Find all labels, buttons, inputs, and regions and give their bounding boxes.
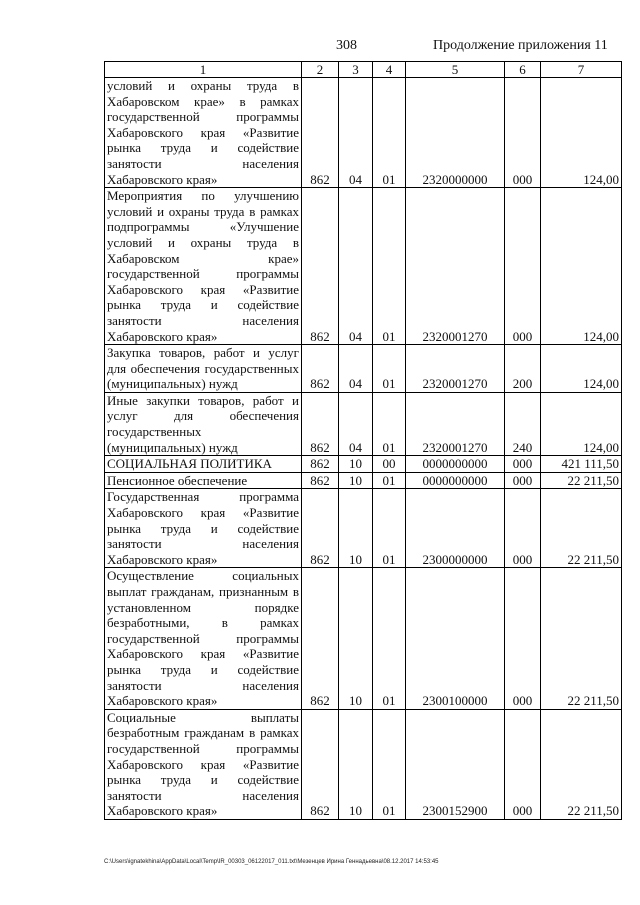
amount-cell: 22 211,50 [541,709,622,819]
section-code-cell: 04 [339,78,373,188]
row-name-cell: Закупка товаров, работ и услуг для обеспечения государственных (муниципальных) нужд [105,345,302,393]
subsection-code-cell: 01 [373,568,406,709]
table-row [105,456,622,473]
expense-type-cell: 200 [505,345,541,393]
subsection-code-cell: 01 [373,392,406,455]
target-article-cell: 2300000000 [406,489,505,568]
expense-type-cell: 000 [505,472,541,489]
expense-type-cell: 000 [505,456,541,473]
table-row [105,489,622,568]
table-row [105,188,622,345]
target-article-cell: 2320001270 [406,188,505,345]
subsection-code-cell: 01 [373,188,406,345]
column-header: 4 [373,62,406,78]
expense-type-cell: 000 [505,709,541,819]
subsection-code-cell: 00 [373,456,406,473]
target-article-cell: 0000000000 [406,472,505,489]
page-number: 308 [336,38,357,53]
grbs-code-cell: 862 [302,78,339,188]
section-code-cell: 04 [339,392,373,455]
amount-cell: 124,00 [541,345,622,393]
subsection-code-cell: 01 [373,709,406,819]
row-name-cell: Пенсионное обеспечение [105,472,302,489]
section-code-cell: 10 [339,568,373,709]
table-row [105,472,622,489]
section-code-cell: 10 [339,472,373,489]
subsection-code-cell: 01 [373,78,406,188]
target-article-cell: 0000000000 [406,456,505,473]
expense-type-cell: 000 [505,78,541,188]
table-row [105,345,622,393]
target-article-cell: 2320000000 [406,78,505,188]
grbs-code-cell: 862 [302,489,339,568]
amount-cell: 124,00 [541,392,622,455]
expense-type-cell: 240 [505,392,541,455]
amount-cell: 421 111,50 [541,456,622,473]
grbs-code-cell: 862 [302,188,339,345]
row-name-cell: Социальные выплаты безработным гражданам в рамках государственной программы Хабаровского края «Развитие рынка труда и содействие занятости населения Хабаровского края» [105,709,302,819]
row-name-cell: Государственная программа Хабаровского края «Развитие рынка труда и содействие занятости населения Хабаровского края» [105,489,302,568]
grbs-code-cell: 862 [302,709,339,819]
amount-cell: 124,00 [541,78,622,188]
file-path-footer: C:\Users\ignatekhina\AppData\Local\Temp\IR_00303_06122017_011.txt\Мезенцев Ирина Геннадьевна\08.12.2017 14:53:45 [104,859,439,865]
target-article-cell: 2300152900 [406,709,505,819]
row-name-cell: СОЦИАЛЬНАЯ ПОЛИТИКА [105,456,302,473]
grbs-code-cell: 862 [302,568,339,709]
section-code-cell: 10 [339,709,373,819]
grbs-code-cell: 862 [302,392,339,455]
column-header: 6 [505,62,541,78]
subsection-code-cell: 01 [373,489,406,568]
section-code-cell: 10 [339,456,373,473]
target-article-cell: 2320001270 [406,392,505,455]
row-name-cell: Мероприятия по улучшению условий и охраны труда в рамках подпрограммы «Улучшение условий и охраны труда в Хабаровском крае» государственной программы Хабаровского края «Развитие рынка труда и содействие занятости населения Хабаровского края» [105,188,302,345]
section-code-cell: 04 [339,188,373,345]
table-row [105,392,622,455]
table-row [105,568,622,709]
target-article-cell: 2300100000 [406,568,505,709]
column-header: 1 [105,62,302,78]
budget-table [104,61,622,820]
expense-type-cell: 000 [505,188,541,345]
column-header: 5 [406,62,505,78]
expense-type-cell: 000 [505,568,541,709]
table-row [105,78,622,188]
column-header: 7 [541,62,622,78]
grbs-code-cell: 862 [302,472,339,489]
table-row [105,709,622,819]
subsection-code-cell: 01 [373,472,406,489]
amount-cell: 22 211,50 [541,472,622,489]
row-name-cell: условий и охраны труда в Хабаровском крае» в рамках государственной программы Хабаровского края «Развитие рынка труда и содействие занятости населения Хабаровского края» [105,78,302,188]
expense-type-cell: 000 [505,489,541,568]
amount-cell: 22 211,50 [541,489,622,568]
table-header-row [105,62,622,78]
section-code-cell: 10 [339,489,373,568]
section-code-cell: 04 [339,345,373,393]
column-header: 3 [339,62,373,78]
grbs-code-cell: 862 [302,345,339,393]
continuation-note: Продолжение приложения 11 [433,38,608,53]
row-name-cell: Иные закупки товаров, работ и услуг для обеспечения государственных (муниципальных) нужд [105,392,302,455]
grbs-code-cell: 862 [302,456,339,473]
subsection-code-cell: 01 [373,345,406,393]
row-name-cell: Осуществление социальных выплат гражданам, признанным в установленном порядке безработными, в рамках государственной программы Хабаровского края «Развитие рынка труда и содействие занятости населения Хабаровского края» [105,568,302,709]
column-header: 2 [302,62,339,78]
amount-cell: 22 211,50 [541,568,622,709]
amount-cell: 124,00 [541,188,622,345]
target-article-cell: 2320001270 [406,345,505,393]
